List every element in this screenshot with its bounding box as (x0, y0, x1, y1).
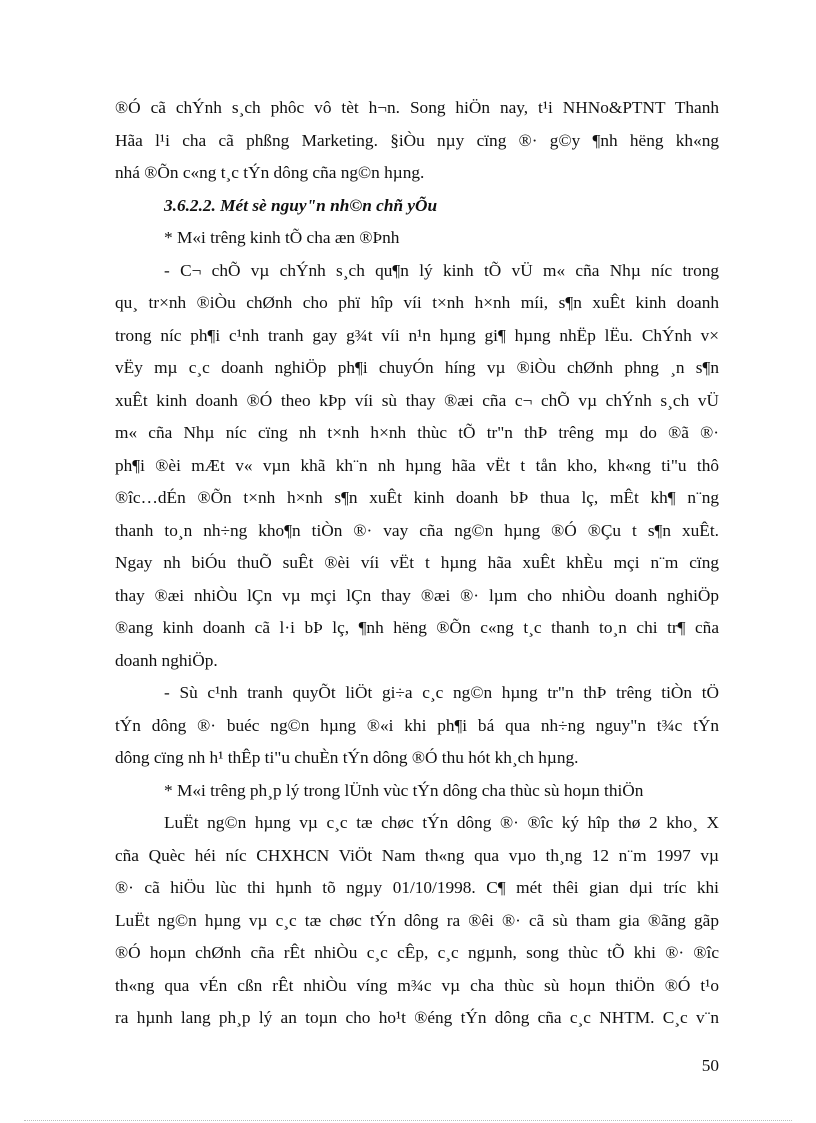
section-heading: 3.6.2.2. Mét sè nguy"n nh©n chñ yÕu (164, 195, 438, 215)
text-line: thay ®æi nhiÒu lÇn vµ mçi lÇn thay ®æi ®· lµm cho nhiÒu doanh nghiÖp (115, 585, 719, 605)
text-line: ®Ó hoµn chØnh cña rÊt nhiÒu c¸c cÊp, c¸c ngµnh, song thùc tÕ khi ®· ®îc (115, 943, 719, 962)
page-bottom-divider (24, 1120, 792, 1121)
text-line: LuËt ng©n hµng vµ c¸c tæ chøc tÝn dông ®· ®îc ký hîp thø 2 kho¸ X (164, 813, 719, 832)
text-line: ®Ó cã chÝnh s¸ch phôc vô tèt h¬n. Song hiÖn nay, t¹i NHNo&PTNT Thanh (115, 98, 719, 117)
text-line: m« cña Nhµ níc cïng nh t×nh h×nh thùc tÕ tr"n thÞ trêng mµ do ®ã ®· (115, 423, 719, 442)
text-line: dông cïng nh h¹ thÊp ti"u chuÈn tÝn dông ®Ó thu hót kh¸ch hµng. (115, 748, 579, 767)
text-line: qu¸ tr×nh ®iÒu chØnh cho phï hîp víi t×nh h×nh míi, s¶n xuÊt kinh doanh (115, 293, 719, 312)
subheading: * M«i trêng kinh tÕ cha æn ®Þnh (164, 228, 400, 247)
text-line: - Sù c¹nh tranh quyÕt liÖt gi÷a c¸c ng©n hµng tr"n thÞ trêng tiÒn tÖ (164, 683, 719, 702)
page-number: 50 (701, 1056, 719, 1075)
subheading: * M«i trêng ph¸p lý trong lÜnh vùc tÝn dông cha thùc sù hoµn thiÖn (164, 780, 644, 800)
text-line: tÝn dông ®· buéc ng©n hµng ®«i khi ph¶i bá qua nh÷ng nguy"n t¾c tÝn (115, 715, 719, 735)
text-line: vËy mµ c¸c doanh nghiÖp ph¶i chuyÓn híng vµ ®iÒu chØnh phng ¸n s¶n (115, 358, 719, 377)
text-line: nhá ®Õn c«ng t¸c tÝn dông cña ng©n hµng. (115, 163, 425, 182)
text-line: ®· cã hiÖu lùc thi hµnh tõ ngµy 01/10/1998. C¶ mét thêi gian dµi tríc khi (115, 878, 719, 897)
text-line: Hãa l¹i cha cã phßng Marketing. §iÒu nµy cïng ®· g©y ¶nh hëng kh«ng (115, 130, 719, 150)
text-line: th«ng qua vÉn cßn rÊt nhiÒu víng m¾c vµ cha thùc sù hoµn thiÖn ®Ó t¹o (115, 975, 719, 995)
text-line: ph¶i ®èi mÆt v« vµn khã kh¨n nh hµng hãa vËt t tån kho, kh«ng ti"u thô (115, 455, 719, 475)
text-line: LuËt ng©n hµng vµ c¸c tæ chøc tÝn dông ra ®êi ®· cã sù tham gia ®ãng gãp (115, 910, 719, 930)
text-line: trong níc ph¶i c¹nh tranh gay g¾t víi n¹n hµng gi¶ hµng nhËp lËu. ChÝnh v× (115, 325, 719, 345)
text-line: ra hµnh lang ph¸p lý an toµn cho ho¹t ®éng tÝn dông cña c¸c NHTM. C¸c v¨n (115, 1008, 719, 1027)
text-line: doanh nghiÖp. (115, 650, 218, 670)
text-line: - C¬ chÕ vµ chÝnh s¸ch qu¶n lý kinh tÕ vÜ m« cña Nhµ níc trong (164, 260, 719, 280)
text-line: xuÊt kinh doanh ®Ó theo kÞp víi sù thay ®æi cña c¬ chÕ vµ chÝnh s¸ch vÜ (115, 390, 719, 410)
text-line: ®ang kinh doanh cã l·i bÞ lç, ¶nh hëng ®Õn c«ng t¸c thanh to¸n chi tr¶ cña (115, 618, 719, 637)
text-line: ®îc…dÉn ®Õn t×nh h×nh s¶n xuÊt kinh doanh bÞ thua lç, mÊt kh¶ n¨ng (115, 488, 719, 507)
text-line: Ngay nh biÓu thuÕ suÊt ®èi víi vËt t hµng hãa xuÊt khÈu mçi n¨m cïng (115, 553, 719, 572)
text-line: cña Quèc héi níc CHXHCN ViÖt Nam th«ng qua vµo th¸ng 12 n¨m 1997 vµ (115, 845, 719, 865)
body-text (115, 92, 719, 1035)
text-line: thanh to¸n nh÷ng kho¶n tiÒn ®· vay cña ng©n hµng ®Ó ®Çu t s¶n xuÊt. (115, 520, 719, 540)
